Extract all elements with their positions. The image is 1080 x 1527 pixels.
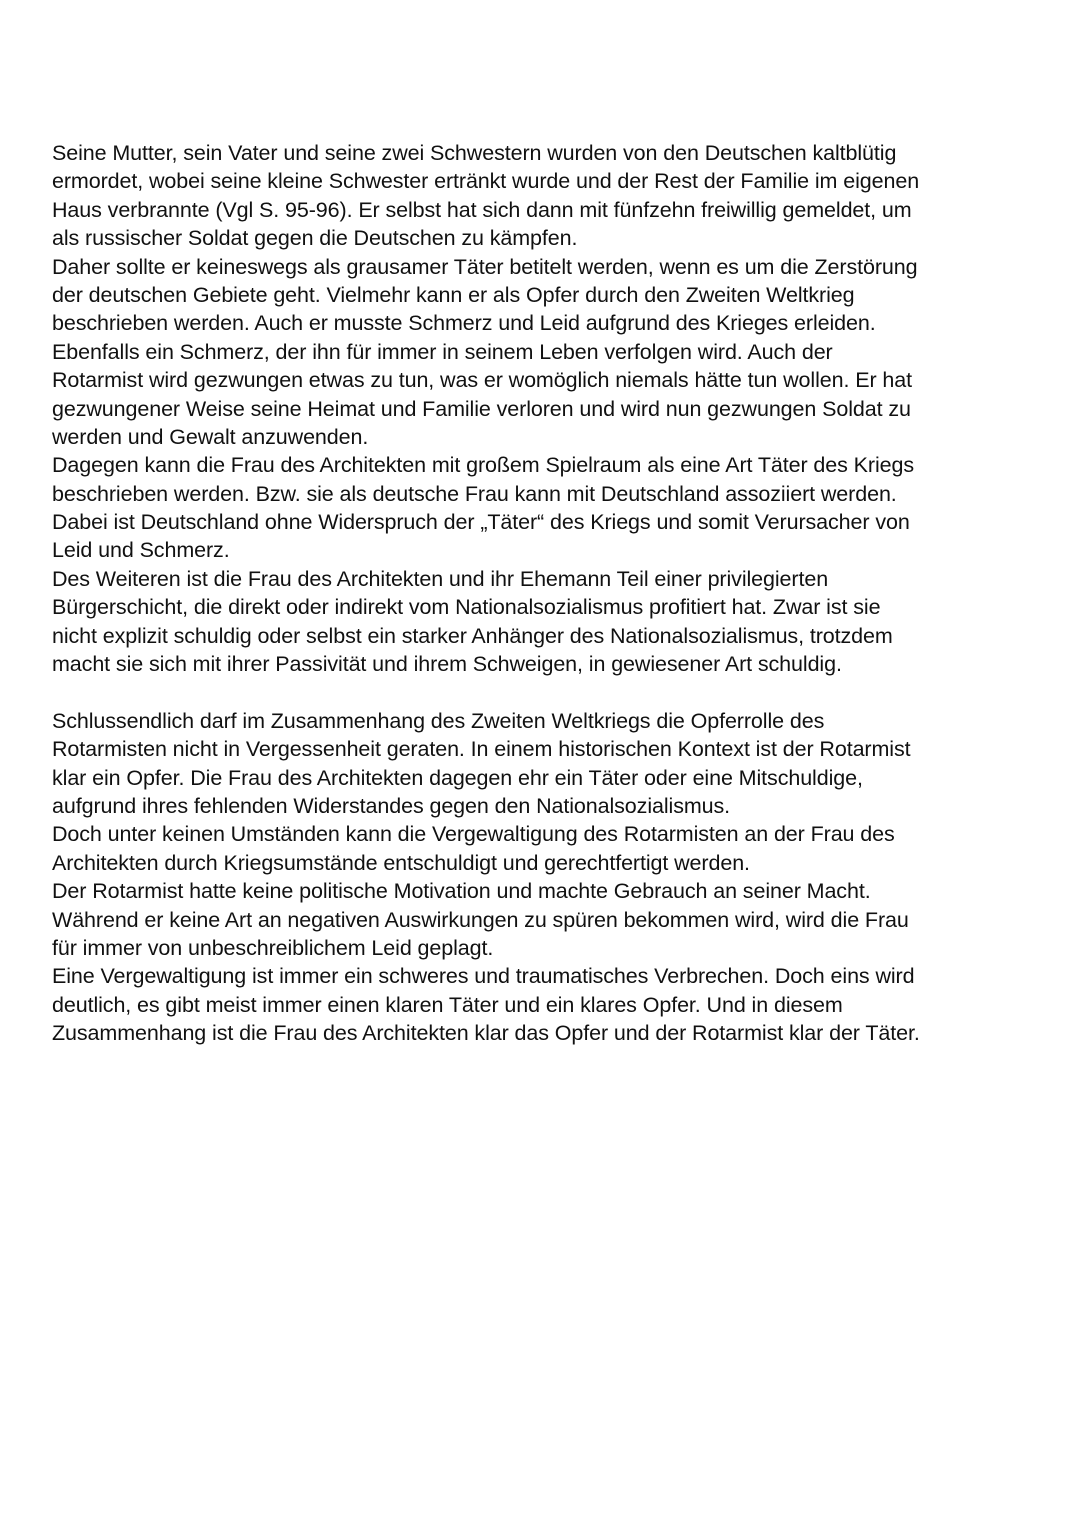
text-line: Leid und Schmerz. xyxy=(52,538,230,563)
text-line: gezwungener Weise seine Heimat und Familie verloren und wird nun gezwungen Soldat zu xyxy=(52,396,911,421)
text-line: als russischer Soldat gegen die Deutschen zu kämpfen. xyxy=(52,226,578,251)
text-line: Während er keine Art an negativen Auswirkungen zu spüren bekommen wird, wird die Frau xyxy=(52,907,909,932)
text-line: Bürgerschicht, die direkt oder indirekt vom Nationalsozialismus profitiert hat. Zwar ist sie xyxy=(52,595,881,620)
text-line: Architekten durch Kriegsumstände entschuldigt und gerechtfertigt werden. xyxy=(52,850,750,875)
text-line: aufgrund ihres fehlenden Widerstandes gegen den Nationalsozialismus. xyxy=(52,793,731,818)
text-line: beschrieben werden. Auch er musste Schmerz und Leid aufgrund des Krieges erleiden. xyxy=(52,311,876,336)
text-line: Schlussendlich darf im Zusammenhang des Zweiten Weltkriegs die Opferrolle des xyxy=(52,708,825,733)
text-line: Des Weiteren ist die Frau des Architekten und ihr Ehemann Teil einer privilegierten xyxy=(52,566,829,591)
document-body xyxy=(52,139,1042,1048)
text-line: werden und Gewalt anzuwenden. xyxy=(52,424,369,449)
text-line: Ebenfalls ein Schmerz, der ihn für immer in seinem Leben verfolgen wird. Auch der xyxy=(52,339,833,364)
text-line: Doch unter keinen Umständen kann die Vergewaltigung des Rotarmisten an der Frau des xyxy=(52,822,895,847)
text-line: Haus verbrannte (Vgl S. 95-96). Er selbst hat sich dann mit fünfzehn freiwillig gemeldet, um xyxy=(52,197,912,222)
text-line: der deutschen Gebiete geht. Vielmehr kann er als Opfer durch den Zweiten Weltkrieg xyxy=(52,282,855,307)
text-line: Seine Mutter, sein Vater und seine zwei Schwestern wurden von den Deutschen kaltblütig xyxy=(52,141,897,165)
text-line: Dagegen kann die Frau des Architekten mit großem Spielraum als eine Art Täter des Kriegs xyxy=(52,453,914,478)
paragraph-spacer xyxy=(52,678,1042,706)
text-line: Zusammenhang ist die Frau des Architekten klar das Opfer und der Rotarmist klar der Täter. xyxy=(52,1021,920,1046)
text-line: Daher sollte er keineswegs als grausamer Täter betitelt werden, wenn es um die Zerstörung xyxy=(52,254,918,279)
text-line: Rotarmist wird gezwungen etwas zu tun, was er womöglich niemals hätte tun wollen. Er hat xyxy=(52,368,912,393)
text-line: beschrieben werden. Bzw. sie als deutsche Frau kann mit Deutschland assoziiert werden. xyxy=(52,481,897,506)
text-line: nicht explizit schuldig oder selbst ein starker Anhänger des Nationalsozialismus, trotzdem xyxy=(52,623,893,648)
text-line: Dabei ist Deutschland ohne Widerspruch der „Täter“ des Kriegs und somit Verursacher von xyxy=(52,510,910,535)
text-line: Der Rotarmist hatte keine politische Motivation und machte Gebrauch an seiner Macht. xyxy=(52,879,871,904)
text-line: Rotarmisten nicht in Vergessenheit geraten. In einem historischen Kontext ist der Rotarmist xyxy=(52,737,911,762)
text-line: deutlich, es gibt meist immer einen klaren Täter und ein klares Opfer. Und in diesem xyxy=(52,992,843,1017)
text-line: klar ein Opfer. Die Frau des Architekten dagegen ehr ein Täter oder eine Mitschuldige, xyxy=(52,765,863,790)
text-line: ermordet, wobei seine kleine Schwester ertränkt wurde und der Rest der Familie im eigenen xyxy=(52,169,920,194)
text-line: macht sie sich mit ihrer Passivität und ihrem Schweigen, in gewiesener Art schuldig. xyxy=(52,652,842,677)
text-line: Eine Vergewaltigung ist immer ein schweres und traumatisches Verbrechen. Doch eins wird xyxy=(52,964,915,989)
text-line: für immer von unbeschreiblichem Leid geplagt. xyxy=(52,935,494,960)
